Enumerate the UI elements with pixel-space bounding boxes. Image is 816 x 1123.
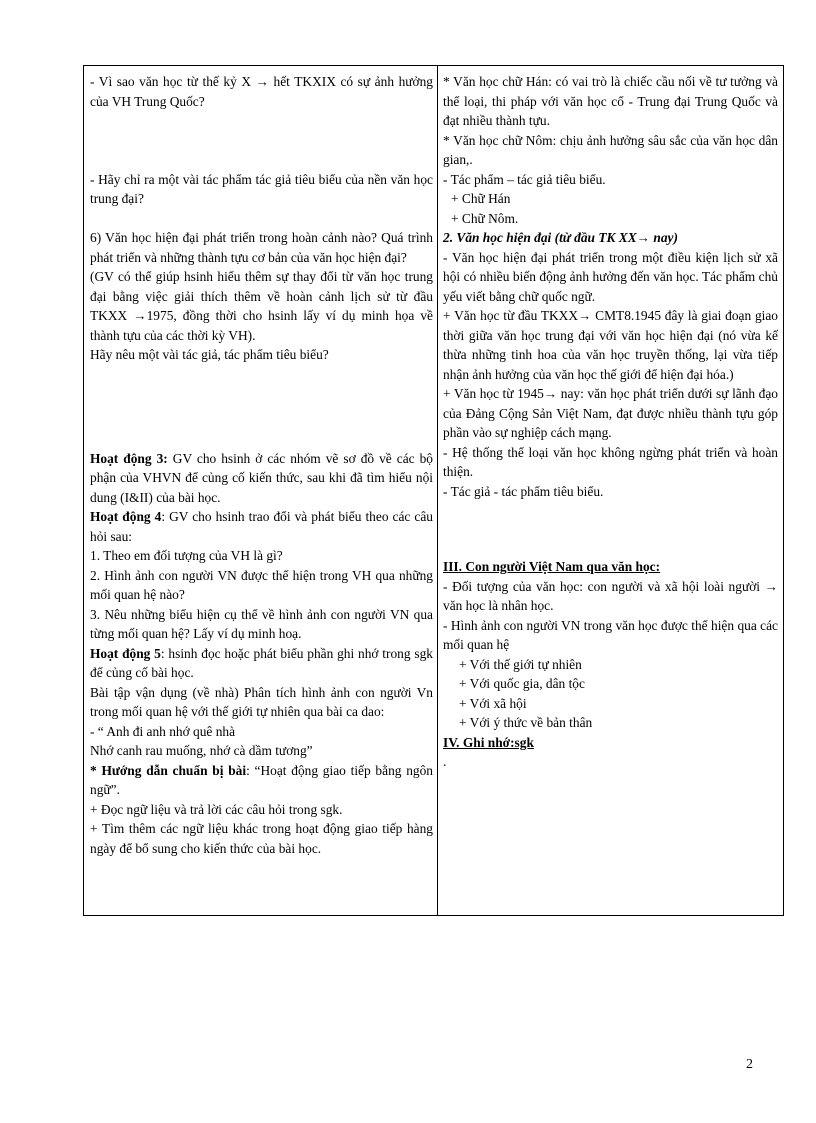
- teacher-activity-column: [90, 72, 433, 858]
- vietnamese-people-image: - Hình ảnh con người VN trong văn học được thể hiện qua các mối quan hệ: [443, 617, 778, 652]
- bullet-han: + Chữ Hán: [451, 191, 511, 206]
- representative-works: - Tác phẩm – tác giả tiêu biểu.: [443, 171, 606, 187]
- literature-object: - Đối tượng của văn học: con người và xã hội loài người → văn học là nhân học.: [443, 578, 778, 613]
- modern-lit-early-period: + Văn học từ đầu TKXX→ CMT8.1945 đây là giai đoạn giao thời giữa văn học trung đại với văn học hiện đại (nó vừa kế thừa những tinh hoa của văn học truyền thống, lại vừa tiếp nhận ảnh hưởng của văn học thế giới để hiện đại hóa.): [443, 308, 778, 382]
- genre-system: - Hệ thống thể loại văn học không ngừng phát triển và hoàn thiện.: [443, 444, 778, 479]
- activity-3: Hoạt động 3: GV cho hsinh ở các nhóm vẽ sơ đồ về các bộ phận của VHVN để củng cố kiến thức, sau khi đã tìm hiểu nội dung (I&II) của bài học.: [90, 450, 434, 505]
- question-representative-works: - Hãy chỉ ra một vài tác phẩm tác giả tiêu biểu của nền văn học trung đại?: [90, 171, 433, 206]
- teacher-note: (GV có thể giúp hsinh hiểu thêm sự thay đổi từ văn học trung đại bằng việc giải thích thêm về hoàn cảnh lịch sử từ đầu TKXX →1975, đồng thời cho hsinh lấy ví dụ minh họa về thành tựu của các thời kỳ VH).: [90, 269, 433, 343]
- modern-lit-since-1945: + Văn học từ 1945→ nay: văn học phát triển dưới sự lãnh đạo của Đảng Cộng Sản Việt Nam, đạt được nhiều thành tựu góp phần vào sự nghiệp cách mạng.: [443, 386, 778, 440]
- activity-4-question-1: 1. Theo em đối tượng của VH là gì?: [90, 548, 283, 563]
- activity-4-question-3: 3. Nêu những biểu hiện cụ thể về hình ảnh con người VN qua từng mối quan hệ? Lấy ví dụ minh hoạ.: [90, 606, 433, 641]
- preparation-step-2: + Tìm thêm các ngữ liệu khác trong hoạt động giao tiếp hàng ngày để bổ sung cho kiến thức của bài học.: [90, 821, 433, 856]
- relation-nation: + Với quốc gia, dân tộc: [459, 676, 585, 691]
- content-column: [443, 72, 778, 772]
- activity-4-question-2: 2. Hình ảnh con người VN được thể hiện trong VH qua những mối quan hệ nào?: [90, 567, 433, 602]
- section-3-heading: III. Con người Việt Nam qua văn học:: [443, 559, 661, 574]
- question-authors-works: Hãy nêu một vài tác giả, tác phẩm tiêu biểu?: [90, 347, 329, 362]
- question-medieval-literature: - Vì sao văn học từ thế kỷ X → hết TKXIX có sự ảnh hưởng của VH Trung Quốc?: [90, 74, 433, 109]
- folk-verse-line-1: - “ Anh đi anh nhớ quê nhà: [90, 723, 236, 739]
- preparation-guide: * Hướng dẫn chuẩn bị bài: “Hoạt động giao tiếp bằng ngôn ngữ”.: [90, 762, 433, 797]
- page-number: 2: [746, 1057, 753, 1072]
- modern-lit-context: - Văn học hiện đại phát triển trong một điều kiện lịch sử xã hội có nhiều biến động ảnh hưởng đến văn học. Tác phẩm chủ yếu viết bằng chữ quốc ngữ.: [443, 249, 778, 304]
- relation-society: + Với xã hội: [459, 695, 527, 711]
- section-4-heading: IV. Ghi nhớ:sgk: [443, 734, 534, 750]
- homework-exercise: Bài tập vận dụng (về nhà) Phân tích hình ảnh con người Vn trong mối quan hệ với thế giới tự nhiên qua bài ca dao:: [90, 684, 433, 719]
- bullet-nom: + Chữ Nôm.: [451, 210, 519, 226]
- nom-literature: * Văn học chữ Nôm: chịu ảnh hưởng sâu sắc của văn học dân gian,.: [443, 132, 778, 167]
- relation-nature: + Với thế giới tự nhiên: [459, 656, 582, 672]
- column-divider: [437, 66, 438, 915]
- preparation-step-1: + Đọc ngữ liệu và trả lời các câu hỏi trong sgk.: [90, 801, 343, 817]
- relation-self: + Với ý thức về bản thân: [459, 715, 593, 730]
- section-2-heading: 2. Văn học hiện đại (từ đầu TK XX→ nay): [443, 230, 678, 245]
- activity-4: Hoạt động 4: GV cho hsinh trao đổi và phát biểu theo các câu hỏi sau:: [90, 509, 433, 544]
- folk-verse-line-2: Nhớ canh rau muống, nhớ cà dầm tương”: [90, 743, 313, 758]
- han-literature: * Văn học chữ Hán: có vai trò là chiếc cầu nối về tư tưởng và thể loại, thi pháp với văn học cổ - Trung đại Trung Quốc và đạt nhiều thành tựu.: [443, 74, 778, 128]
- trailing-dot: .: [443, 754, 447, 769]
- question-6: 6) Văn học hiện đại phát triển trong hoàn cảnh nào? Quá trình phát triển và những thành tựu cơ bản của văn học hiện đại?: [90, 230, 433, 265]
- lesson-table: [83, 65, 784, 916]
- modern-authors-works: - Tác giả - tác phẩm tiêu biểu.: [443, 483, 604, 499]
- activity-5: Hoạt động 5: hsinh đọc hoặc phát biểu phần ghi nhớ trong sgk để củng cố bài học.: [90, 645, 433, 680]
